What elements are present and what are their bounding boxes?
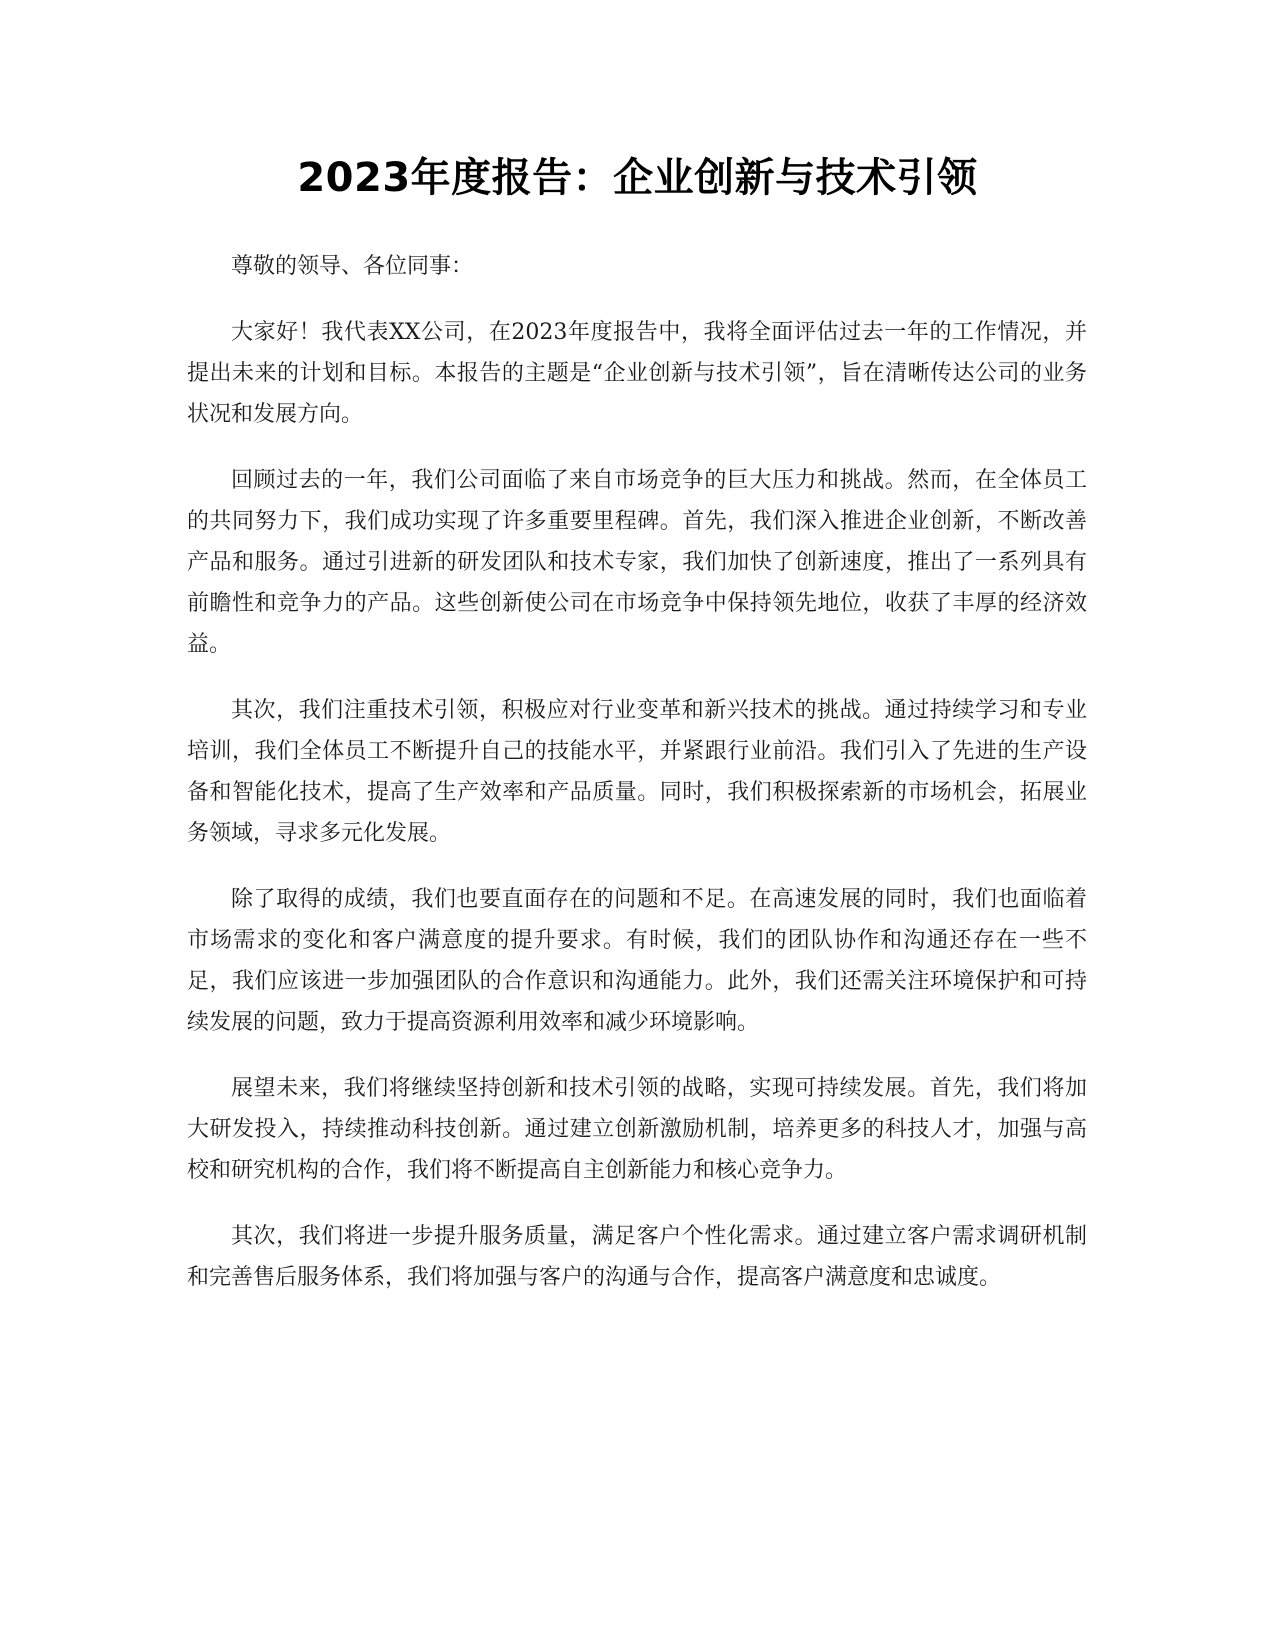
technology-paragraph: 其次，我们注重技术引领，积极应对行业变革和新兴技术的挑战。通过持续学习和专业培训，我们全体员工不断提升自己的技能水平，并紧跟行业前沿。我们引入了先进的生产设备和智能化技术，提高了生产效率和产品质量。同时，我们积极探索新的市场机会，拓展业务领域，寻求多元化发展。: [187, 698, 1087, 846]
problems-paragraph: 除了取得的成绩，我们也要直面存在的问题和不足。在高速发展的同时，我们也面临着市场需求的变化和客户满意度的提升要求。有时候，我们的团队协作和沟通还存在一些不足，我们应该进一步加强团队的合作意识和沟通能力。此外，我们还需关注环境保护和可持续发展的问题，致力于提高资源利用效率和减少环境影响。: [187, 887, 1087, 1035]
salutation-paragraph: 尊敬的领导、各位同事：: [231, 254, 474, 279]
document-body: [187, 246, 1087, 1323]
intro-paragraph: 大家好！我代表XX公司，在2023年度报告中，我将全面评估过去一年的工作情况，并提出未来的计划和目标。本报告的主题是“企业创新与技术引领”，旨在清晰传达公司的业务状况和发展方向。: [187, 320, 1087, 427]
document-title: 2023年度报告：企业创新与技术引领: [297, 155, 978, 201]
outlook-paragraph: 展望未来，我们将继续坚持创新和技术引领的战略，实现可持续发展。首先，我们将加大研发投入，持续推动科技创新。通过建立创新激励机制，培养更多的科技人才，加强与高校和研究机构的合作，我们将不断提高自主创新能力和核心竞争力。: [187, 1076, 1087, 1183]
review-paragraph: 回顾过去的一年，我们公司面临了来自市场竞争的巨大压力和挑战。然而，在全体员工的共同努力下，我们成功实现了许多重要里程碑。首先，我们深入推进企业创新，不断改善产品和服务。通过引进新的研发团队和技术专家，我们加快了创新速度，推出了一系列具有前瞻性和竞争力的产品。这些创新使公司在市场竞争中保持领先地位，收获了丰厚的经济效益。: [187, 468, 1087, 657]
service-paragraph: 其次，我们将进一步提升服务质量，满足客户个性化需求。通过建立客户需求调研机制和完善售后服务体系，我们将加强与客户的沟通与合作，提高客户满意度和忠诚度。: [187, 1224, 1087, 1290]
